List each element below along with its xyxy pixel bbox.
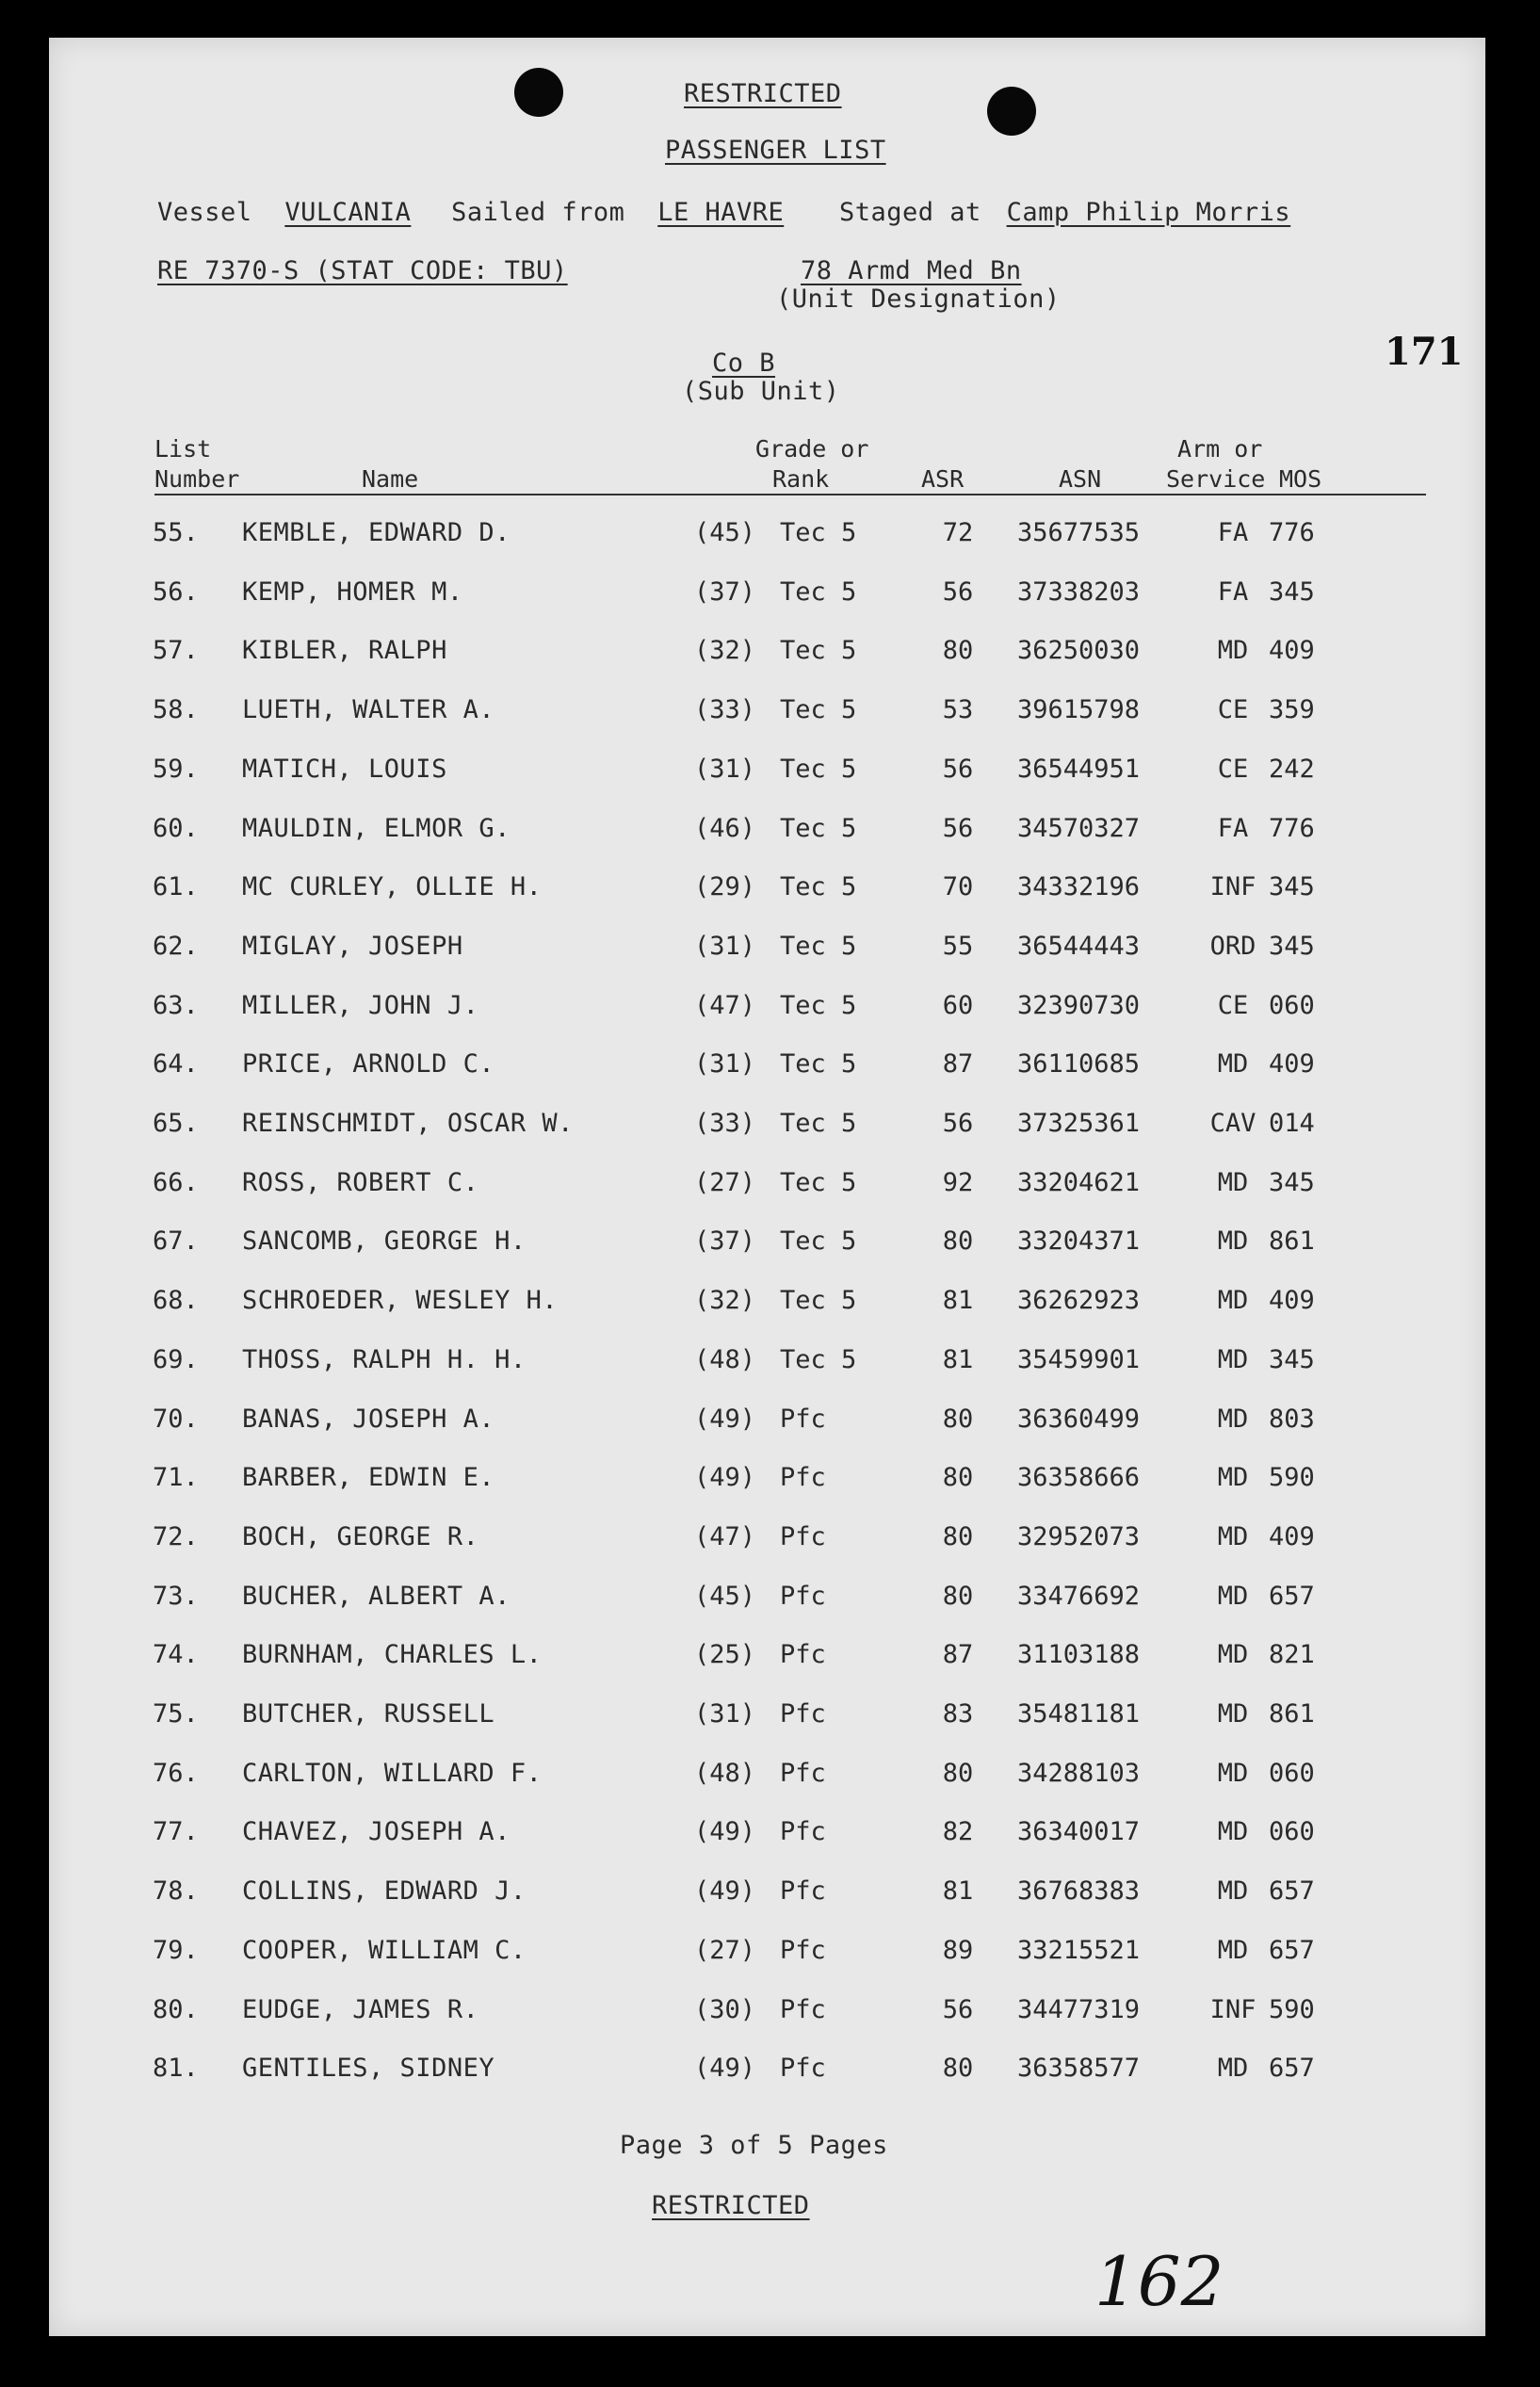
table-row: [49, 1936, 1485, 1983]
col-list-number-2: Number: [154, 465, 240, 493]
army-serial-number: 33215521: [1017, 1935, 1141, 1965]
col-list-number-1: List: [154, 435, 212, 463]
passenger-age: (45): [694, 1581, 756, 1611]
grade-rank: Tec 5: [780, 990, 857, 1020]
asr-score: 70: [942, 872, 974, 902]
passenger-name: CARLTON, WILLARD F.: [242, 1758, 543, 1788]
passenger-age: (31): [694, 1049, 756, 1080]
asr-score: 56: [942, 1109, 974, 1138]
unit-designation-caption: (Unit Designation): [776, 284, 1061, 314]
sub-unit: Co B: [712, 349, 776, 378]
passenger-name: BANAS, JOSEPH A.: [242, 1404, 495, 1434]
grade-rank: Pfc: [780, 1463, 826, 1493]
row-number: 81.: [153, 2054, 199, 2084]
grade-rank: Pfc: [780, 1521, 826, 1551]
army-serial-number: 34570327: [1017, 813, 1141, 843]
passenger-name: REINSCHMIDT, OSCAR W.: [242, 1109, 574, 1138]
passenger-name: SANCOMB, GEORGE H.: [242, 1226, 527, 1257]
table-row: [49, 518, 1485, 565]
grade-rank: Pfc: [780, 1935, 826, 1965]
table-row: [49, 1286, 1485, 1333]
army-serial-number: 35481181: [1017, 1699, 1141, 1729]
sailed-from-port: LE HAVRE: [657, 198, 785, 227]
row-number: 73.: [153, 1581, 199, 1611]
table-row: [49, 932, 1485, 979]
army-serial-number: 36250030: [1017, 636, 1141, 666]
arm-or-service: INF: [1209, 1994, 1256, 2024]
table-row: [49, 1168, 1485, 1215]
passenger-age: (48): [694, 1758, 756, 1788]
row-number: 60.: [153, 813, 199, 843]
mos-code: 409: [1269, 1521, 1315, 1551]
asr-score: 72: [942, 518, 974, 547]
row-number: 75.: [153, 1699, 199, 1729]
passenger-age: (37): [694, 576, 756, 607]
asr-score: 80: [942, 1226, 974, 1257]
passenger-age: (29): [694, 872, 756, 902]
army-serial-number: 39615798: [1017, 695, 1141, 725]
passenger-age: (32): [694, 1286, 756, 1316]
passenger-name: GENTILES, SIDNEY: [242, 2054, 495, 2084]
passenger-name: MC CURLEY, OLLIE H.: [242, 872, 543, 902]
asr-score: 56: [942, 813, 974, 843]
row-number: 61.: [153, 872, 199, 902]
row-number: 72.: [153, 1521, 199, 1551]
page-title: PASSENGER LIST: [665, 136, 886, 165]
asr-score: 83: [942, 1699, 974, 1729]
unit-designation: 78 Armd Med Bn: [801, 256, 1022, 285]
mos-code: 657: [1269, 1876, 1315, 1907]
col-asr: ASR: [921, 465, 965, 493]
arm-or-service: INF: [1209, 872, 1256, 902]
asr-score: 80: [942, 1463, 974, 1493]
table-row: [49, 814, 1485, 861]
handwritten-number: 162: [1094, 2242, 1224, 2321]
table-row: [49, 1640, 1485, 1687]
asr-score: 92: [942, 1167, 974, 1197]
row-number: 77.: [153, 1817, 199, 1847]
asr-score: 80: [942, 636, 974, 666]
mos-code: 345: [1269, 1344, 1315, 1374]
arm-or-service: MD: [1217, 1049, 1249, 1080]
passenger-name: BOCH, GEORGE R.: [242, 1521, 479, 1551]
army-serial-number: 36358577: [1017, 2054, 1141, 2084]
passenger-age: (49): [694, 1817, 756, 1847]
row-number: 59.: [153, 754, 199, 784]
grade-rank: Tec 5: [780, 754, 857, 784]
mos-code: 345: [1269, 1167, 1315, 1197]
mos-code: 776: [1269, 518, 1315, 547]
mos-code: 345: [1269, 872, 1315, 902]
row-number: 56.: [153, 576, 199, 607]
passenger-age: (48): [694, 1344, 756, 1374]
passenger-name: BUCHER, ALBERT A.: [242, 1581, 511, 1611]
table-row: [49, 1226, 1485, 1274]
mos-code: 657: [1269, 2054, 1315, 2084]
grade-rank: Pfc: [780, 1699, 826, 1729]
passenger-name: BUTCHER, RUSSELL: [242, 1699, 495, 1729]
army-serial-number: 36262923: [1017, 1286, 1141, 1316]
arm-or-service: ORD: [1209, 931, 1256, 961]
passenger-name: PRICE, ARNOLD C.: [242, 1049, 495, 1080]
asr-score: 80: [942, 1521, 974, 1551]
vessel-name: VULCANIA: [284, 198, 412, 227]
table-row: [49, 1817, 1485, 1864]
asr-score: 80: [942, 1404, 974, 1434]
passenger-name: KEMBLE, EDWARD D.: [242, 518, 511, 547]
row-number: 57.: [153, 636, 199, 666]
row-number: 65.: [153, 1109, 199, 1138]
punch-hole-right: [987, 87, 1036, 136]
arm-or-service: MD: [1217, 1226, 1249, 1257]
mos-code: 776: [1269, 813, 1315, 843]
arm-or-service: MD: [1217, 636, 1249, 666]
passenger-name: KIBLER, RALPH: [242, 636, 447, 666]
passenger-age: (27): [694, 1167, 756, 1197]
mos-code: 060: [1269, 1758, 1315, 1788]
table-row: [49, 1759, 1485, 1806]
table-row: [49, 1582, 1485, 1629]
grade-rank: Tec 5: [780, 636, 857, 666]
asr-score: 87: [942, 1049, 974, 1080]
passenger-name: COOPER, WILLIAM C.: [242, 1935, 527, 1965]
passenger-name: THOSS, RALPH H. H.: [242, 1344, 527, 1374]
table-row: [49, 2054, 1485, 2101]
army-serial-number: 36358666: [1017, 1463, 1141, 1493]
arm-or-service: MD: [1217, 1640, 1249, 1670]
mos-code: 345: [1269, 931, 1315, 961]
passenger-age: (33): [694, 1109, 756, 1138]
arm-or-service: MD: [1217, 1167, 1249, 1197]
army-serial-number: 36768383: [1017, 1876, 1141, 1907]
arm-or-service: MD: [1217, 1521, 1249, 1551]
row-number: 68.: [153, 1286, 199, 1316]
col-asn: ASN: [1059, 465, 1102, 493]
col-arm-2: Service: [1166, 465, 1266, 493]
table-row: [49, 1405, 1485, 1452]
army-serial-number: 36360499: [1017, 1404, 1141, 1434]
grade-rank: Pfc: [780, 1758, 826, 1788]
row-number: 80.: [153, 1994, 199, 2024]
passenger-age: (25): [694, 1640, 756, 1670]
arm-or-service: FA: [1217, 813, 1249, 843]
mos-code: 590: [1269, 1463, 1315, 1493]
passenger-name: ROSS, ROBERT C.: [242, 1167, 479, 1197]
arm-or-service: MD: [1217, 1699, 1249, 1729]
grade-rank: Pfc: [780, 1994, 826, 2024]
row-number: 66.: [153, 1167, 199, 1197]
grade-rank: Pfc: [780, 1640, 826, 1670]
arm-or-service: MD: [1217, 1344, 1249, 1374]
mos-code: 803: [1269, 1404, 1315, 1434]
army-serial-number: 33204621: [1017, 1167, 1141, 1197]
arm-or-service: MD: [1217, 1286, 1249, 1316]
army-serial-number: 31103188: [1017, 1640, 1141, 1670]
asr-score: 81: [942, 1286, 974, 1316]
sailed-from-label: Sailed from: [451, 198, 625, 227]
arm-or-service: CE: [1217, 990, 1249, 1020]
passenger-name: COLLINS, EDWARD J.: [242, 1876, 527, 1907]
passenger-age: (49): [694, 2054, 756, 2084]
passenger-name: CHAVEZ, JOSEPH A.: [242, 1817, 511, 1847]
asr-score: 89: [942, 1935, 974, 1965]
row-number: 74.: [153, 1640, 199, 1670]
table-row: [49, 636, 1485, 683]
army-serial-number: 36340017: [1017, 1817, 1141, 1847]
grade-rank: Tec 5: [780, 931, 857, 961]
mos-code: 060: [1269, 990, 1315, 1020]
arm-or-service: FA: [1217, 576, 1249, 607]
army-serial-number: 37338203: [1017, 576, 1141, 607]
arm-or-service: MD: [1217, 1404, 1249, 1434]
passenger-name: MIGLAY, JOSEPH: [242, 931, 463, 961]
grade-rank: Pfc: [780, 1876, 826, 1907]
asr-score: 56: [942, 754, 974, 784]
passenger-age: (46): [694, 813, 756, 843]
asr-score: 55: [942, 931, 974, 961]
grade-rank: Tec 5: [780, 1344, 857, 1374]
table-row: [49, 1995, 1485, 2042]
passenger-name: MILLER, JOHN J.: [242, 990, 479, 1020]
army-serial-number: 33204371: [1017, 1226, 1141, 1257]
grade-rank: Pfc: [780, 1581, 826, 1611]
passenger-name: SCHROEDER, WESLEY H.: [242, 1286, 559, 1316]
col-grade-2: Rank: [772, 465, 830, 493]
passenger-age: (31): [694, 754, 756, 784]
arm-or-service: MD: [1217, 2054, 1249, 2084]
table-row: [49, 1109, 1485, 1156]
arm-or-service: CE: [1217, 754, 1249, 784]
col-name: Name: [362, 465, 419, 493]
army-serial-number: 35459901: [1017, 1344, 1141, 1374]
passenger-age: (31): [694, 931, 756, 961]
army-serial-number: 34332196: [1017, 872, 1141, 902]
passenger-name: BURNHAM, CHARLES L.: [242, 1640, 543, 1670]
row-number: 69.: [153, 1344, 199, 1374]
passenger-age: (45): [694, 518, 756, 547]
table-row: [49, 1876, 1485, 1924]
grade-rank: Tec 5: [780, 1049, 857, 1080]
asr-score: 80: [942, 1581, 974, 1611]
mos-code: 861: [1269, 1226, 1315, 1257]
army-serial-number: 36544951: [1017, 754, 1141, 784]
asr-score: 87: [942, 1640, 974, 1670]
row-number: 78.: [153, 1876, 199, 1907]
arm-or-service: FA: [1217, 518, 1249, 547]
sub-unit-caption: (Sub Unit): [682, 377, 840, 406]
vessel-line: [157, 198, 1290, 227]
table-row: [49, 695, 1485, 742]
row-number: 76.: [153, 1758, 199, 1788]
row-number: 70.: [153, 1404, 199, 1434]
mos-code: 821: [1269, 1640, 1315, 1670]
asr-score: 82: [942, 1817, 974, 1847]
table-row: [49, 1699, 1485, 1746]
asr-score: 56: [942, 1994, 974, 2024]
mos-code: 861: [1269, 1699, 1315, 1729]
row-number: 64.: [153, 1049, 199, 1080]
row-number: 71.: [153, 1463, 199, 1493]
army-serial-number: 34477319: [1017, 1994, 1141, 2024]
table-row: [49, 1049, 1485, 1096]
army-serial-number: 32390730: [1017, 990, 1141, 1020]
grade-rank: Pfc: [780, 1817, 826, 1847]
col-arm-1: Arm or: [1177, 435, 1263, 463]
grade-rank: Tec 5: [780, 576, 857, 607]
row-number: 67.: [153, 1226, 199, 1257]
mos-code: 014: [1269, 1109, 1315, 1138]
table-row: [49, 755, 1485, 802]
passenger-name: KEMP, HOMER M.: [242, 576, 463, 607]
col-mos: MOS: [1279, 465, 1322, 493]
grade-rank: Pfc: [780, 2054, 826, 2084]
arm-or-service: MD: [1217, 1463, 1249, 1493]
table-row: [49, 1522, 1485, 1569]
asr-score: 56: [942, 576, 974, 607]
arm-or-service: MD: [1217, 1758, 1249, 1788]
mos-code: 359: [1269, 695, 1315, 725]
grade-rank: Tec 5: [780, 1286, 857, 1316]
document-page: [49, 38, 1485, 2336]
row-number: 58.: [153, 695, 199, 725]
army-serial-number: 33476692: [1017, 1581, 1141, 1611]
grade-rank: Tec 5: [780, 1109, 857, 1138]
arm-or-service: CE: [1217, 695, 1249, 725]
row-number: 62.: [153, 931, 199, 961]
arm-or-service: MD: [1217, 1817, 1249, 1847]
army-serial-number: 36544443: [1017, 931, 1141, 961]
passenger-age: (49): [694, 1463, 756, 1493]
passenger-age: (27): [694, 1935, 756, 1965]
mos-code: 242: [1269, 754, 1315, 784]
arm-or-service: MD: [1217, 1935, 1249, 1965]
grade-rank: Tec 5: [780, 518, 857, 547]
grade-rank: Tec 5: [780, 1226, 857, 1257]
table-row: [49, 577, 1485, 625]
grade-rank: Tec 5: [780, 695, 857, 725]
passenger-name: LUETH, WALTER A.: [242, 695, 495, 725]
classification-top: RESTRICTED: [684, 79, 842, 108]
mos-code: 409: [1269, 636, 1315, 666]
army-serial-number: 35677535: [1017, 518, 1141, 547]
passenger-age: (47): [694, 1521, 756, 1551]
passenger-age: (33): [694, 695, 756, 725]
passenger-name: BARBER, EDWIN E.: [242, 1463, 495, 1493]
reference-code: RE 7370-S (STAT CODE: TBU): [157, 256, 568, 285]
header-rule: [154, 494, 1426, 495]
passenger-name: EUDGE, JAMES R.: [242, 1994, 479, 2024]
arm-or-service: MD: [1217, 1876, 1249, 1907]
passenger-age: (49): [694, 1404, 756, 1434]
arm-or-service: CAV: [1209, 1109, 1256, 1138]
army-serial-number: 32952073: [1017, 1521, 1141, 1551]
table-row: [49, 1463, 1485, 1510]
army-serial-number: 34288103: [1017, 1758, 1141, 1788]
grade-rank: Pfc: [780, 1404, 826, 1434]
passenger-age: (32): [694, 636, 756, 666]
arm-or-service: MD: [1217, 1581, 1249, 1611]
col-grade-1: Grade or: [755, 435, 869, 463]
row-number: 63.: [153, 990, 199, 1020]
table-row: [49, 991, 1485, 1038]
mos-code: 657: [1269, 1581, 1315, 1611]
passenger-age: (49): [694, 1876, 756, 1907]
classification-bottom: RESTRICTED: [652, 2191, 810, 2220]
grade-rank: Tec 5: [780, 813, 857, 843]
army-serial-number: 37325361: [1017, 1109, 1141, 1138]
mos-code: 409: [1269, 1286, 1315, 1316]
passenger-name: MAULDIN, ELMOR G.: [242, 813, 511, 843]
asr-score: 81: [942, 1876, 974, 1907]
asr-score: 80: [942, 2054, 974, 2084]
table-row: [49, 872, 1485, 919]
asr-score: 80: [942, 1758, 974, 1788]
grade-rank: Tec 5: [780, 1167, 857, 1197]
page-indicator: Page 3 of 5 Pages: [620, 2131, 888, 2160]
passenger-age: (37): [694, 1226, 756, 1257]
passenger-age: (47): [694, 990, 756, 1020]
asr-score: 60: [942, 990, 974, 1020]
asr-score: 81: [942, 1344, 974, 1374]
vessel-label: Vessel: [157, 198, 252, 227]
punch-hole-left: [514, 68, 563, 117]
staged-at-camp: Camp Philip Morris: [1006, 198, 1291, 227]
row-number: 55.: [153, 518, 199, 547]
passenger-name: MATICH, LOUIS: [242, 754, 447, 784]
asr-score: 53: [942, 695, 974, 725]
army-serial-number: 36110685: [1017, 1049, 1141, 1080]
row-number: 79.: [153, 1935, 199, 1965]
grade-rank: Tec 5: [780, 872, 857, 902]
table-row: [49, 1345, 1485, 1392]
staged-at-label: Staged at: [839, 198, 981, 227]
passenger-age: (30): [694, 1994, 756, 2024]
mos-code: 590: [1269, 1994, 1315, 2024]
stamp-number: 171: [1385, 330, 1464, 374]
mos-code: 657: [1269, 1935, 1315, 1965]
passenger-age: (31): [694, 1699, 756, 1729]
mos-code: 409: [1269, 1049, 1315, 1080]
mos-code: 060: [1269, 1817, 1315, 1847]
mos-code: 345: [1269, 576, 1315, 607]
